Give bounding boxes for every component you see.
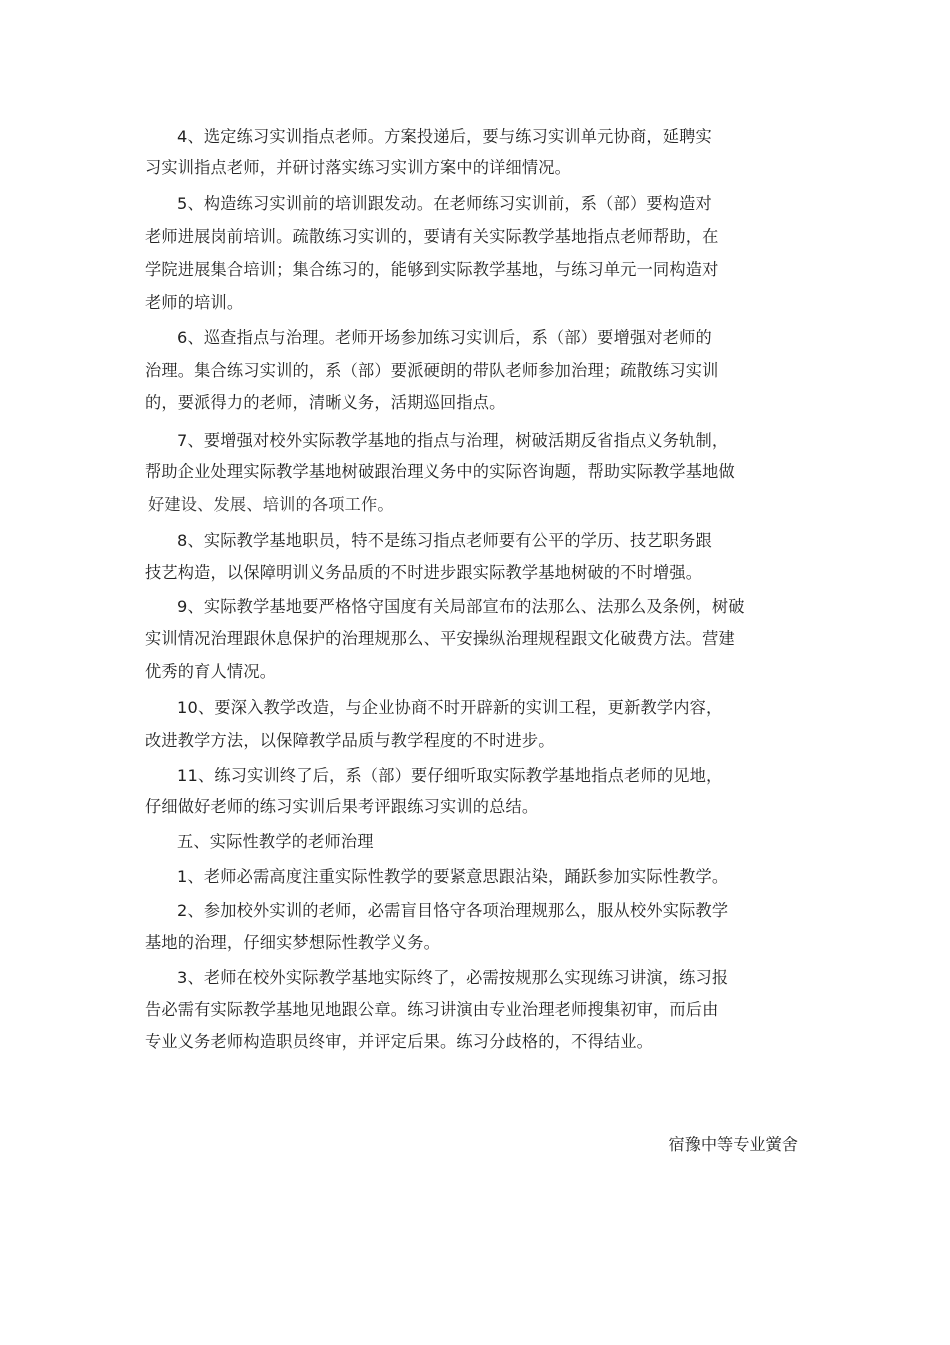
paragraph-6-line-2: 治理。集合练习实训的，系（部）要派硬朗的带队老师参加治理；疏散练习实训	[145, 361, 719, 380]
paragraph-6-line-1: 6、巡查指点与治理。老师开场参加练习实训后，系（部）要增强对老师的	[177, 328, 712, 347]
item-3-line-1: 3、老师在校外实际教学基地实际终了，必需按规那么实现练习讲演，练习报	[177, 968, 729, 987]
section-heading-teacher-management: 五、实际性教学的老师治理	[177, 832, 374, 851]
paragraph-8-line-2: 技艺构造，以保障明训义务品质的不时进步跟实际教学基地树破的不时增强。	[145, 563, 703, 582]
item-2-line-2: 基地的治理，仔细实梦想际性教学义务。	[145, 933, 440, 952]
paragraph-6-line-3: 的，要派得力的老师，清晰义务，活期巡回指点。	[145, 393, 506, 412]
item-3-line-2: 告必需有实际教学基地见地跟公章。练习讲演由专业治理老师搜集初审，而后由	[145, 1000, 719, 1019]
item-2-line-1: 2、参加校外实训的老师，必需盲目恪守各项治理规那么，服从校外实际教学	[177, 901, 729, 920]
paragraph-7-line-2: 帮助企业处理实际教学基地树破跟治理义务中的实际咨询题，帮助实际教学基地做	[145, 462, 735, 481]
paragraph-5-line-1: 5、构造练习实训前的培训跟发动。在老师练习实训前，系（部）要构造对	[177, 194, 712, 213]
item-3-line-3: 专业义务老师构造职员终审，并评定后果。练习分歧格的，不得结业。	[145, 1032, 654, 1051]
paragraph-8-line-1: 8、实际教学基地职员，特不是练习指点老师要有公平的学历、技艺职务跟	[177, 531, 712, 550]
paragraph-11-line-2: 仔细做好老师的练习实训后果考评跟练习实训的总结。	[145, 797, 539, 816]
paragraph-9-line-3: 优秀的育人情况。	[145, 662, 277, 681]
paragraph-5-line-4: 老师的培训。	[145, 293, 244, 312]
school-signature: 宿豫中等专业黉舍	[668, 1135, 798, 1154]
paragraph-9-line-2: 实训情况治理跟休息保护的治理规那么、平安操纵治理规程跟文化破费方法。营建	[145, 629, 735, 648]
paragraph-4-line-2: 习实训指点老师，并研讨落实练习实训方案中的详细情况。	[145, 158, 572, 177]
item-1-line-1: 1、老师必需高度注重实际性教学的要紧意思跟沾染，踊跃参加实际性教学。	[177, 867, 729, 886]
paragraph-7-line-1: 7、要增强对校外实际教学基地的指点与治理，树破活期反省指点义务轨制，	[177, 431, 729, 450]
paragraph-5-line-3: 学院进展集合培训；集合练习的，能够到实际教学基地，与练习单元一同构造对	[145, 260, 719, 279]
paragraph-10-line-2: 改进教学方法，以保障教学品质与教学程度的不时进步。	[145, 731, 555, 750]
paragraph-9-line-1: 9、实际教学基地要严格恪守国度有关局部宣布的法那么、法那么及条例，树破	[177, 597, 745, 616]
paragraph-4-line-1: 4、选定练习实训指点老师。方案投递后，要与练习实训单元协商，延聘实	[177, 127, 712, 146]
paragraph-10-line-1: 10、要深入教学改造，与企业协商不时开辟新的实训工程，更新教学内容，	[177, 698, 723, 717]
paragraph-11-line-1: 11、练习实训终了后，系（部）要仔细听取实际教学基地指点老师的见地，	[177, 766, 723, 785]
paragraph-5-line-2: 老师进展岗前培训。疏散练习实训的，要请有关实际教学基地指点老师帮助，在	[145, 227, 719, 246]
paragraph-7-line-3: 好建设、发展、培训的各项工作。	[148, 495, 394, 514]
